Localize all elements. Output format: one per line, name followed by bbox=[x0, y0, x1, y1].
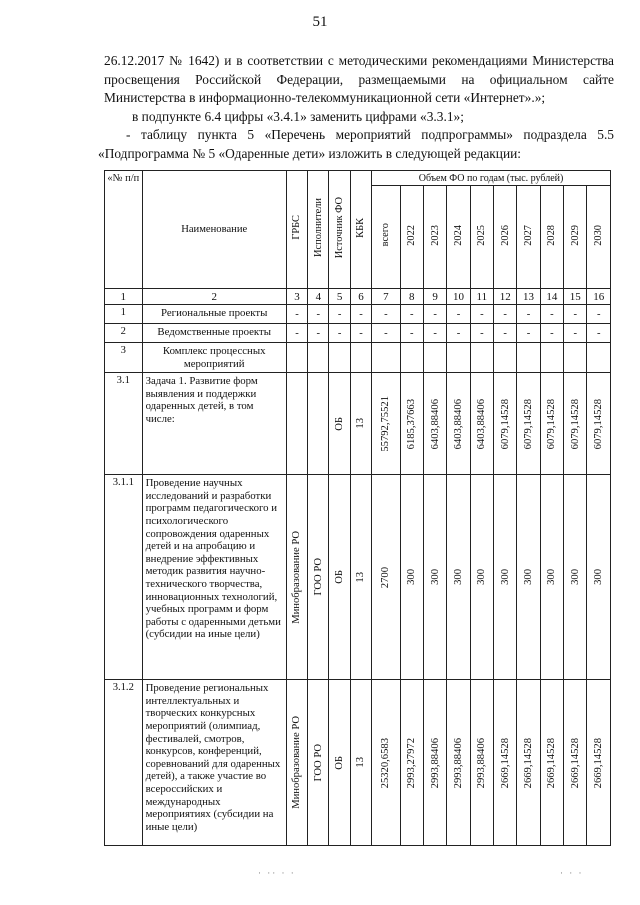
cell bbox=[564, 343, 587, 373]
cell: - bbox=[350, 324, 371, 343]
header-name: Наименование bbox=[142, 171, 286, 289]
value-cell: 2669,14528 bbox=[494, 680, 517, 846]
value-cell: 300 bbox=[587, 475, 611, 680]
cell bbox=[470, 343, 493, 373]
cell: - bbox=[447, 324, 470, 343]
header-executors: Исполнители bbox=[308, 171, 329, 289]
header-row-1 bbox=[105, 171, 611, 186]
index-cell: 7 bbox=[372, 289, 400, 305]
value-cell: 2700 bbox=[372, 475, 400, 680]
cell: - bbox=[470, 324, 493, 343]
index-cell: 9 bbox=[423, 289, 446, 305]
cell: - bbox=[564, 305, 587, 324]
cell: - bbox=[517, 305, 540, 324]
index-row bbox=[105, 289, 611, 305]
cell bbox=[350, 343, 371, 373]
value-cell: 2669,14528 bbox=[540, 680, 563, 846]
value-cell: 25320,6583 bbox=[372, 680, 400, 846]
index-cell: 2 bbox=[142, 289, 286, 305]
header-year: 2030 bbox=[587, 186, 611, 289]
table-row-3-1 bbox=[105, 373, 611, 475]
cell bbox=[372, 343, 400, 373]
row-num: 1 bbox=[105, 305, 143, 324]
row-name: Проведение научных исследований и разработки программ педагогического и психологического сопровождения одаренных детей и на апробацию и внедрение эффективных методик развития научно-технического творчества, инновационных технологий, учебных программ и форм работы с одаренными детьми (субсидии на иные цели) bbox=[142, 475, 286, 680]
header-total: всего bbox=[372, 186, 400, 289]
grbs-cell: Минобразование РО bbox=[286, 680, 307, 846]
cell bbox=[494, 343, 517, 373]
index-cell: 11 bbox=[470, 289, 493, 305]
value-cell: 2993,88406 bbox=[447, 680, 470, 846]
row-num: 3 bbox=[105, 343, 143, 373]
table-row bbox=[105, 343, 611, 373]
events-table bbox=[104, 170, 611, 846]
executors-cell: ГОО РО bbox=[308, 475, 329, 680]
cell: - bbox=[329, 324, 350, 343]
value-cell: 300 bbox=[423, 475, 446, 680]
cell: - bbox=[400, 305, 423, 324]
header-year: 2029 bbox=[564, 186, 587, 289]
cell: - bbox=[400, 324, 423, 343]
cell bbox=[517, 343, 540, 373]
value-cell: 6079,14528 bbox=[564, 373, 587, 475]
value-cell: 2669,14528 bbox=[517, 680, 540, 846]
header-grbs: ГРБС bbox=[286, 171, 307, 289]
table-row-3-1-2 bbox=[105, 680, 611, 846]
source-cell: ОБ bbox=[329, 475, 350, 680]
scan-mark: · · · bbox=[560, 868, 584, 878]
header-year: 2026 bbox=[494, 186, 517, 289]
value-cell: 6079,14528 bbox=[587, 373, 611, 475]
header-year: 2027 bbox=[517, 186, 540, 289]
value-cell: 2993,88406 bbox=[423, 680, 446, 846]
header-source: Источник ФО bbox=[329, 171, 350, 289]
cell: - bbox=[587, 305, 611, 324]
row-name: Региональные проекты bbox=[142, 305, 286, 324]
value-cell: 2669,14528 bbox=[587, 680, 611, 846]
row-num: 3.1.2 bbox=[105, 680, 143, 846]
cell bbox=[286, 343, 307, 373]
header-year: 2022 bbox=[400, 186, 423, 289]
index-cell: 14 bbox=[540, 289, 563, 305]
row-name: Проведение региональных интеллектуальных и творческих конкурсных мероприятий (олимпиад, фестивалей, смотров, конкурсов, конференций, соревнований для одаренных детей), а также участие во всероссийских и международных мероприятиях (субсидии на иные цели) bbox=[142, 680, 286, 846]
source-cell: ОБ bbox=[329, 373, 350, 475]
index-cell: 10 bbox=[447, 289, 470, 305]
kbk-cell: 13 bbox=[350, 373, 371, 475]
header-volume-group: Объем ФО по годам (тыс. рублей) bbox=[372, 171, 611, 186]
row-name: Комплекс процессных мероприятий bbox=[142, 343, 286, 373]
index-cell: 16 bbox=[587, 289, 611, 305]
row-name: Задача 1. Развитие форм выявления и поддержки одаренных детей, в том числе: bbox=[142, 373, 286, 475]
cell: - bbox=[308, 305, 329, 324]
cell: - bbox=[329, 305, 350, 324]
index-cell: 12 bbox=[494, 289, 517, 305]
index-cell: 3 bbox=[286, 289, 307, 305]
kbk-cell: 13 bbox=[350, 680, 371, 846]
cell bbox=[447, 343, 470, 373]
cell: - bbox=[350, 305, 371, 324]
value-cell: 300 bbox=[540, 475, 563, 680]
header-year: 2023 bbox=[423, 186, 446, 289]
header-year: 2025 bbox=[470, 186, 493, 289]
value-cell: 6403,88406 bbox=[447, 373, 470, 475]
page-number: 51 bbox=[312, 14, 328, 30]
kbk-cell: 13 bbox=[350, 475, 371, 680]
scan-mark: · ·· · · bbox=[258, 868, 296, 878]
value-cell: 300 bbox=[470, 475, 493, 680]
row-name: Ведомственные проекты bbox=[142, 324, 286, 343]
cell bbox=[329, 343, 350, 373]
cell: - bbox=[423, 305, 446, 324]
index-cell: 6 bbox=[350, 289, 371, 305]
cell: - bbox=[494, 324, 517, 343]
value-cell: 2993,88406 bbox=[470, 680, 493, 846]
cell: - bbox=[494, 305, 517, 324]
header-num: «№ п/п bbox=[105, 171, 143, 289]
value-cell: 300 bbox=[494, 475, 517, 680]
cell: - bbox=[587, 324, 611, 343]
index-cell: 1 bbox=[105, 289, 143, 305]
header-year: 2028 bbox=[540, 186, 563, 289]
cell: - bbox=[540, 324, 563, 343]
cell: - bbox=[540, 305, 563, 324]
cell: - bbox=[564, 324, 587, 343]
index-cell: 13 bbox=[517, 289, 540, 305]
cell: - bbox=[517, 324, 540, 343]
table-row bbox=[105, 324, 611, 343]
cell: - bbox=[286, 324, 307, 343]
index-cell: 4 bbox=[308, 289, 329, 305]
cell: - bbox=[308, 324, 329, 343]
cell bbox=[400, 343, 423, 373]
index-cell: 5 bbox=[329, 289, 350, 305]
value-cell: 2993,27972 bbox=[400, 680, 423, 846]
row-num: 3.1.1 bbox=[105, 475, 143, 680]
cell: - bbox=[447, 305, 470, 324]
value-cell: 6079,14528 bbox=[517, 373, 540, 475]
header-kbk: КБК bbox=[350, 171, 371, 289]
value-cell: 300 bbox=[447, 475, 470, 680]
index-cell: 15 bbox=[564, 289, 587, 305]
value-cell: 6185,37663 bbox=[400, 373, 423, 475]
cell bbox=[423, 343, 446, 373]
row-num: 3.1 bbox=[105, 373, 143, 475]
value-cell: 6079,14528 bbox=[540, 373, 563, 475]
value-cell: 55792,75521 bbox=[372, 373, 400, 475]
table-row bbox=[105, 305, 611, 324]
cell bbox=[308, 343, 329, 373]
cell: - bbox=[286, 305, 307, 324]
intro-paragraph-2: в подпункте 6.4 цифры «3.4.1» заменить цифрами «3.3.1»; bbox=[132, 108, 464, 124]
value-cell: 2669,14528 bbox=[564, 680, 587, 846]
cell bbox=[587, 343, 611, 373]
value-cell: 6403,88406 bbox=[423, 373, 446, 475]
header-year: 2024 bbox=[447, 186, 470, 289]
value-cell: 300 bbox=[400, 475, 423, 680]
index-cell: 8 bbox=[400, 289, 423, 305]
intro-paragraph-1: 26.12.2017 № 1642) и в соответствии с методическими рекомендациями Министерства просвещения Российской Федерации, размещаемыми на официальном сайте Министерства в информационно-телекоммуникационной сети «Интернет».»; bbox=[104, 53, 614, 105]
value-cell: 6403,88406 bbox=[470, 373, 493, 475]
grbs-cell bbox=[286, 373, 307, 475]
table-row-3-1-1 bbox=[105, 475, 611, 680]
source-cell: ОБ bbox=[329, 680, 350, 846]
value-cell: 300 bbox=[564, 475, 587, 680]
value-cell: 300 bbox=[517, 475, 540, 680]
intro-text bbox=[98, 52, 614, 163]
executors-cell bbox=[308, 373, 329, 475]
cell: - bbox=[423, 324, 446, 343]
executors-cell: ГОО РО bbox=[308, 680, 329, 846]
cell bbox=[540, 343, 563, 373]
value-cell: 6079,14528 bbox=[494, 373, 517, 475]
row-num: 2 bbox=[105, 324, 143, 343]
cell: - bbox=[470, 305, 493, 324]
intro-paragraph-3: - таблицу пункта 5 «Перечень мероприятий подпрограммы» подраздела 5.5 «Подпрограмма № 5 «Одаренные дети» изложить в следующей редакции: bbox=[98, 127, 614, 161]
grbs-cell: Минобразование РО bbox=[286, 475, 307, 680]
cell: - bbox=[372, 324, 400, 343]
cell: - bbox=[372, 305, 400, 324]
